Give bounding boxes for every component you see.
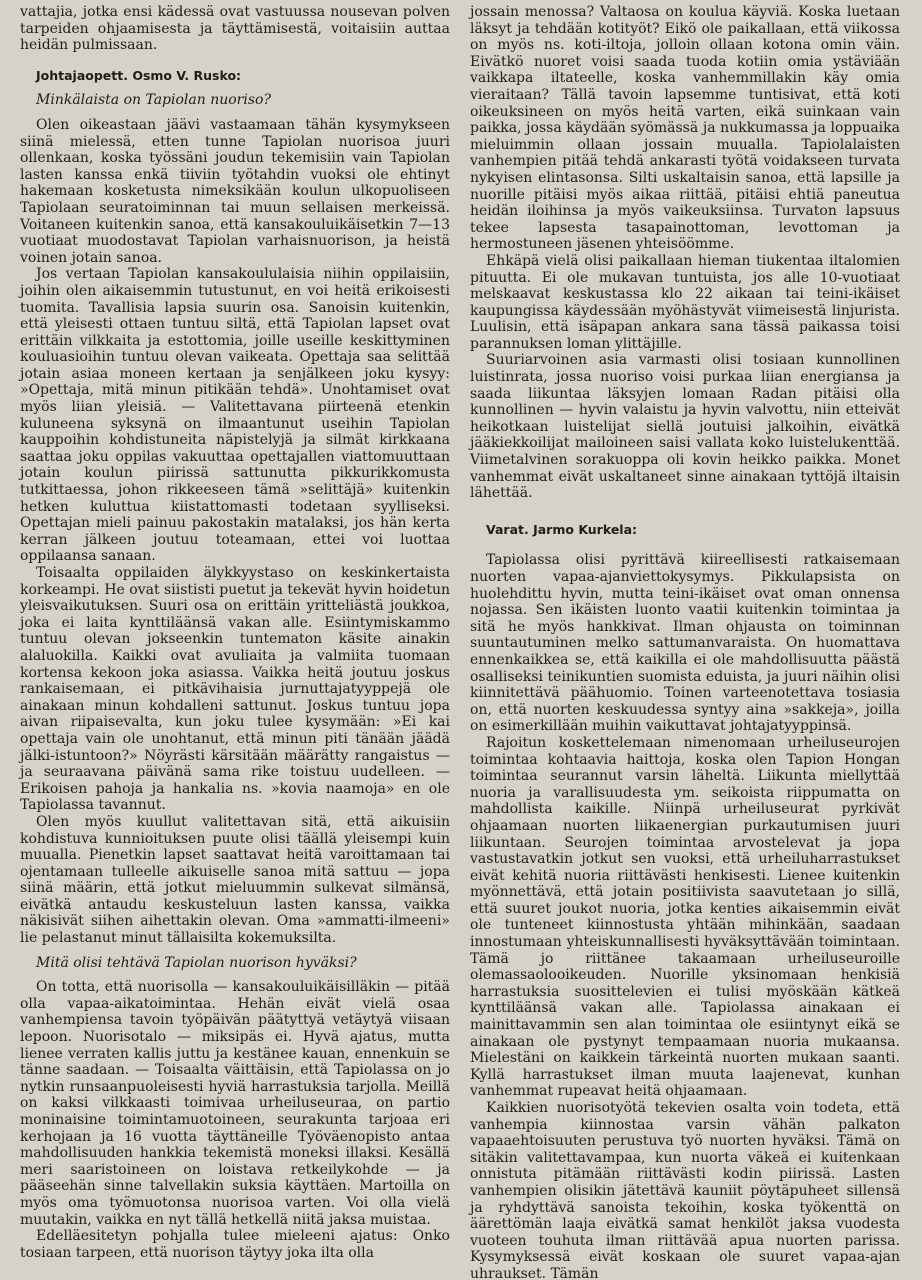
paragraph: Edelläesitetyn pohjalla tulee mieleeni ajatus: Onko tosiaan tarpeen, että nuorison täytyy joka ilta olla (20, 1228, 450, 1261)
paragraph: jossain menossa? Valtaosa on koulua käyviä. Koska luetaan läksyt ja tehdään kotityöt? Eikö ole paikallaan, että viikossa on myös ns. koti-iltoja, jolloin ollaan kotona omin väin. Eivätkö nuoret voisi saada tuoda kotiin omia ystäviään vaikkapa iltateelle, koska vanhemmillakin käy omia vieraitaan? Tällä tavoin lapsemme tuntisivat, että koti oikeuksineen on myös heitä varten, eikä suinkaan vain paikka, jossa käydään syömässä ja nukkumassa ja loppuaika mieluimmin ollaan jossain muualla. Tapiolalaisten vanhempien pitää tehdä ankarasti työtä voidakseen turvata nykyisen elintasonsa. Silti uskaltaisin sanoa, että lapsille ja nuorille pitäisi myös aikaa riittää, pitäisi ehtiä paneutua heidän iloihinsa ja myös vaikeuksiinsa. Turvaton lapsuus tekee lapsesta tasapainottoman, levottoman ja hermostuneen jäsenen yhteisöömme. (470, 4, 900, 253)
paragraph: Tapiolassa olisi pyrittävä kiireellisesti ratkaisemaan nuorten vapaa-ajanviettokysymys. Pikkulapsista on huolehdittu hyvin, mutta teini-ikäiset ovat oman onnensa nojassa. Sen ikäisten luonto vaatii kuitenkin toimintaa ja sitä he myös hankkivat. Ilman ohjausta on toiminnan suuntautuminen melko sattumanvaraista. On huomattava ennenkaikkea se, että kaikilla ei ole mahdollisuutta päästä osalliseksi teinikuntien suomista eduista, ja juuri näihin olisi kiinnitettävä päähuomio. Toinen varteenotettava tosiasia on, että nuorten keskuudessa syntyy aina »sakkeja», joilla on esimerkillään muihin vaikuttavat johtajatyyppinsä. (470, 552, 900, 735)
paragraph: Olen myös kuullut valitettavan sitä, että aikuisiin kohdistuva kunnioituksen puute olisi täällä yleisempi kuin muualla. Pienetkin lapset saattavat heitä varoittamaan tai ojentamaan tulleelle aikuiselle sanoa mitä sattuu — jopa siinä määrin, että jotkut mieluummin sulkevat silmänsä, eivätkä antaudu keskusteluun lasten kanssa, vaikka näkisivät siihen aihettakin olevan. Oma »ammatti-ilmeeni» lie pelastanut minut tällaisilta kokemuksilta. (20, 813, 450, 947)
paragraph: Olen oikeastaan jäävi vastaamaan tähän kysymykseen siinä mielessä, etten tunne Tapiolan nuorisoa juuri ollenkaan, koska työssäni joudun tekemisiin vain Tapiolan lasten kanssa enkä tiiviin työtahdin vuoksi ole ehtinyt hakemaan kosketusta nimeksikään koulun ulkopuoliseen Tapiolaan seuratoiminnan tai muun sellaisen merkeissä. Voitaneen kuitenkin sanoa, että kansakouluikäisetkin 7—13 vuotiaat muodostavat Tapiolan varhaisnuorison, ja heistä voinen jotain sanoa. (20, 116, 450, 266)
paragraph: Jos vertaan Tapiolan kansakoululaisia niihin oppilaisiin, joihin olen aikaisemmin tutustunut, en voi heitä erikoisesti tuomita. Tavallisia lapsia suurin osa. Sanoisin kuitenkin, että yleisesti ottaen tuntuu siltä, että Tapiolan lapset ovat erittäin vilkkaita ja estottomia, joille useille keskittyminen kouluasioihin tuntuu olevan vaikeata. Opettaja saa selittää jotain asiaa moneen kertaan ja senjälkeen joku kysyy: »Opettaja, mitä minun pitikään tehdä». Unohtamiset ovat myös liian yleisiä. — Valitettavana piirteenä etenkin kuluneena syksynä on ilmaantunut useihin Tapiolan kauppoihin kohdistuneita näpistelyjä ja silmät kirkkaana saattaa joku oppilas vakuuttaa opettajallen viattomuuttaan jotain koulun piirissä sattunutta pikkurikkomusta tutkittaessa, johon rikkeeseen tämä »selittäjä» kuitenkin hetken kuluttua kiistattomasti todetaan syylliseksi. Opettajan mieli painuu pakostakin matalaksi, jos hän kerta kerran jälkeen joutuu toteamaan, ettei voi luottaa oppilaansa sanaan. (20, 266, 450, 565)
right-column (470, 4, 900, 1280)
paragraph: On totta, että nuorisolla — kansakouluikäisilläkin — pitää olla vapaa-aikatoimintaa. Hehän eivät vielä osaa vanhempiensa tavoin työpäivän päätyttyä vetäytyä viisaan lepoon. Nuorisotalo — miksipäs ei. Hyvä ajatus, mutta lienee verraten kallis juttu ja kestänee kauan, ennenkuin se tänne saadaan. — Toisaalta väittäisin, että Tapiolassa on jo nytkin runsaanpuoleisesti hyviä harrastuksia tarjolla. Meillä on kaksi vilkkaasti toimivaa urheiluseuraa, on partio moninaisine toimintamuotoineen, seurakunta tarjoaa eri kerhojaan ja 16 vuotta täyttäneille Työväenopisto antaa mahdollisuuden hankkia tekemistä moneksi illaksi. Kesällä meri saaristoineen on loistava retkeilykohde — ja pääseehän sinne talvellakin suksia käyttäen. Martoilla on myös oma työmuotonsa nuorisoa varten. Voi olla vielä muutakin, vaikka en nyt tällä hetkellä niitä jaksa muistaa. (20, 979, 450, 1228)
paragraph: Ehkäpä vielä olisi paikallaan hieman tiukentaa iltalomien pituutta. Ei ole mukavan tuntuista, jos alle 10-vuotiaat melskaavat keskustassa klo 22 aikaan tai teini-ikäiset kaupungissa käydessään myöhästyvät viimeisestä linjurista. Luulisin, että isäpapan ankara sana tässä paikassa toisi parannuksen loman ylittäjille. (470, 252, 900, 352)
intro-paragraph: vattajia, jotka ensi kädessä ovat vastuussa nousevan polven tarpeiden ohjaamisesta ja täyttämisestä, voitaisiin auttaa heidän pulmissaan. (20, 4, 450, 54)
paragraph: Suuriarvoinen asia varmasti olisi tosiaan kunnollinen luistinrata, jossa nuoriso voisi purkaa liian energiansa ja saada liikuntaa läksyjen lomaan Radan pitäisi olla kunnollinen — hyvin valaistu ja hyvin valvottu, niin etteivät heikotkaan luistelijat siellä joutuisi jalkoihin, eivätkä jääkiekkoilijat mailoineen saisi vallata koko luistelukenttää. Viimetalvinen sorakuoppa oli kovin heikko paikka. Monet vanhemmat eivät uskaltaneet sinne ainakaan tyttöjä iltaisin lähettää. (470, 352, 900, 502)
left-column (20, 4, 450, 1261)
subheading-what-to-do: Mitä olisi tehtävä Tapiolan nuorison hyväksi? (36, 954, 357, 971)
paragraph: Rajoitun koskettelemaan nimenomaan urheiluseurojen toimintaa kohtaavia haittoja, koska olen Tapion Hongan toimintaa seurannut varsin läheltä. Liikunta miellyttää nuoria ja varallisuudesta ym. seikoista riippumatta on mahdollista kaikille. Niinpä urheiluseurat pyrkivät ohjaamaan nuorten liikaenergian purkautumisen juuri liikuntaan. Seurojen toimintaa arvostelevat ja jopa vastustavatkin jotkut sen vuoksi, että urheiluharrastukset eivät kehitä nuoria riittävästi henkisesti. Lienee kuitenkin myönnettävä, että jotain positiivista saavutetaan jo sillä, että suuret joukot nuoria, jotka kenties aikaisemmin eivät ole tunteneet kiinnostusta yhtään mihinkään, saadaan innostumaan yhteiskunnallisesti hyväksyttävään toimintaan. Tämä jo riittänee takaamaan urheiluseuroille olemassaolooikeuden. Nuorille yksinomaan henkisiä harrastuksia suosittelevien ei tulisi myöskään kätkeä kynttiläänsä vakan alle. Tapiolassa ainakaan ei mainittavammin sen alan toimintaa ole esiintynyt eikä se ainakaan ole pystynyt tempaamaan nuoria mukaansa. Mielestäni on kaikkein tärkeintä nuorten mukaan saanti. Kyllä harrastukset ilman muuta laajenevat, kunhan vanhemmat rupeavat heitä ohjaamaan. (470, 734, 900, 1100)
paragraph: Toisaalta oppilaiden älykkyystaso on keskinkertaista korkeampi. He ovat siististi puetut ja tekevät hyvin hoidetun yleisvaikutuksen. Suuri osa on erittäin yritteliästä joukkoa, joka ei laita kynttiläänsä vakan alle. Esiintymiskammo tuntuu olevan jokseenkin tuntematon käsite ainakin alaluokilla. Kaikki ovat avuliaita ja valmiita tuomaan kortensa kekoon joka asiassa. Vaikka heitä joutuu joskus rankaisemaan, ei pitkävihaisia jurnuttajatyyppejä ole ainakaan minun kohdalleni sattunut. Joskus tuntuu jopa aivan riipaisevalta, kun joku tulee kysymään: »Ei kai opettaja vain ole unohtanut, että minun piti tänään jäädä jälki-istuntoon?» Nöyrästi kärsitään määrätty rangaistus — ja seuraavana päivänä sama rike toistuu uudelleen. — Erikoisen pahoja ja hankalia ns. »kovia naamoja» en ole Tapiolassa tavannut. (20, 565, 450, 814)
subheading-youth: Minkälaista on Tapiolan nuoriso? (36, 92, 271, 109)
paragraph: Kaikkien nuorisotyötä tekevien osalta voin todeta, että vanhempia kiinnostaa varsin vähän palkaton vapaaehtoisuuten perustuva työ nuorten hyväksi. Tämä on sitäkin valitettavampaa, kun nuorta väkeä ei kuitenkaan onnistuta pitämään riittävästi kodin piirissä. Lasten vanhempien olisikin jätettävä kauniit pöytäpuheet sillensä ja ryhdyttävä sanoista tekoihin, koska työkenttä on äärettömän laaja eivätkä samat henkilöt jaksa vuodesta vuoteen touhuta ilman riittävää apua nuorten parissa. Kysymyksessä eivät koskaan ole suuret vapaa-ajan uhraukset. Tämän (470, 1100, 900, 1280)
speaker-rusko: Johtajaopett. Osmo V. Rusko: (36, 67, 242, 83)
speaker-kurkela: Varat. Jarmo Kurkela: (486, 521, 638, 537)
